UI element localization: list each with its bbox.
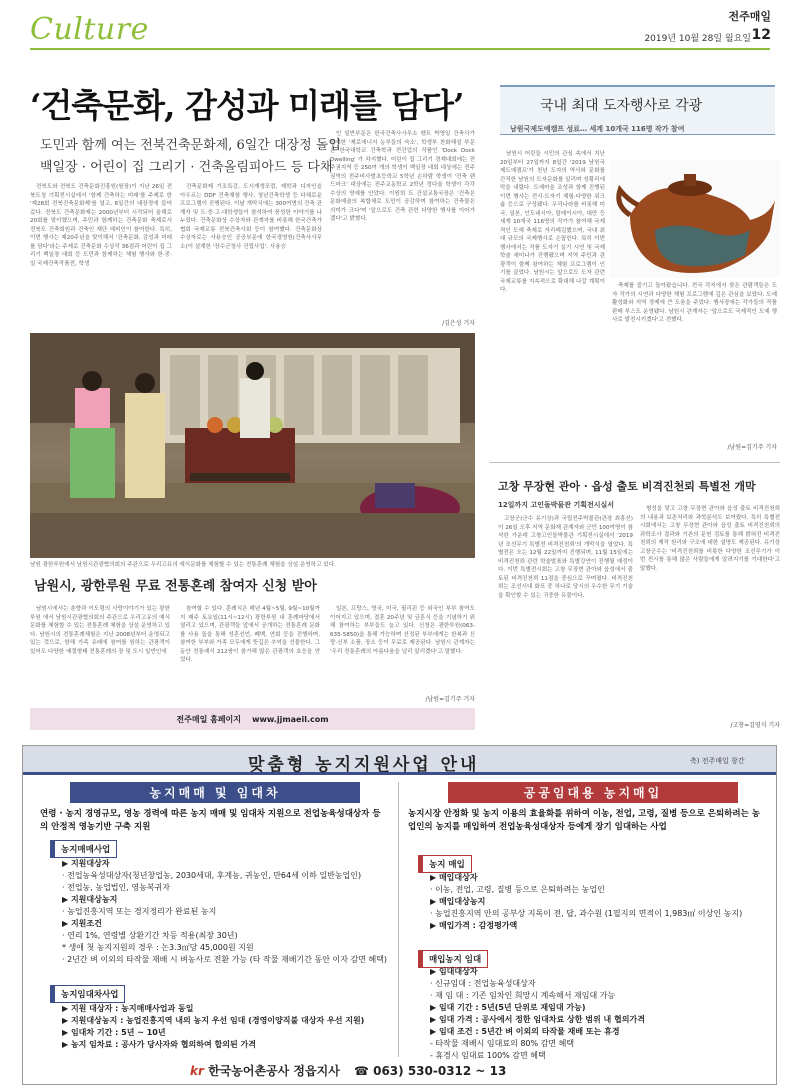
- list-item: ▶ 농지 임차료 : 공사가 당사자와 협의하여 합의된 가격: [62, 1040, 256, 1049]
- lead-subhead-1: 도민과 함께 여는 전북건축문화제, 6일간 대장정 돌입: [40, 138, 341, 153]
- story3-title: 고창 무장현 관아 · 읍성 출토 비격진천뢰 특별전 개막: [498, 480, 756, 493]
- ad-right-box2-label: 매입농지 임대: [418, 950, 488, 968]
- lead-column-3: 인 일반부문은 한국건축사사무소 펜트 박영일 건축사가 설계한 '제로에너지 농부들의 숙소', 학생부 찬화해설 부문은 한국대학교 건축학과 전건업의 작품인 'Dock Dock Dwelling' 가 차지했다. 어린이 집 그리기 경제대회에는 전주권지역 등 250여 개의 학생이 백일장 대회 대상에는 전주권역의 전주비사벌초등학교 5학년 손하람 학생이 '건축 랜드마크' 대상에는 전주교동학교 2학년 정다울 학생이 각각 수상의 영예를 안았다. 이원희 도 건설교통국장은 '건축은 문화예술의 복합체로 도민이 공감하며 참여하는 건축물은 의미가 크다'며 '앞으로도 건축 관련 다양한 행사를 이어가겠다'고 밝혔다.: [330, 131, 475, 222]
- list-item: ▶ 임대 기간 : 5년(5년 단위로 재임대 가능): [430, 1003, 586, 1012]
- list-item: · 이농, 전업, 고령, 질병 등으로 은퇴하려는 농업인: [430, 885, 605, 894]
- teapot-photo: [610, 160, 780, 278]
- pottery-subtitle: 남원국제도예캠프 성료… 세계 10개국 116명 작가 참여: [510, 125, 685, 133]
- story2-title: 남원시, 광한루원 무료 전통혼례 참여자 신청 받아: [34, 579, 317, 594]
- pottery-title: 국내 최대 도자행사로 각광: [540, 98, 703, 114]
- lead-subhead-2: 백일장 · 어린이 집 그리기 · 건축올림피아드 등 다채: [40, 160, 333, 175]
- ad-footer-phone[interactable]: ☎ 063) 530-0312 ~ 13: [353, 1064, 507, 1078]
- section-title: Culture: [30, 12, 149, 47]
- paper-name: 전주매일: [728, 10, 771, 23]
- ad-left-box1-list: [62, 858, 392, 966]
- ad-left-box2-list: [62, 1003, 392, 1051]
- list-item: · 전업농육성대상자(청년창업농, 2030세대, 후계농, 귀농인, 만64세 이하 일반농업인): [62, 871, 362, 880]
- story2-column-1: 남원시에서는 춘향과 이도령의 사랑이야기가 있는 광한루원 에서 남원시관광협의회의 주관으로 우리고유의 예식문화를 체험할 수 있는 전통혼례 체험을 상설 운영하고 있다. 남원시의 전통혼례체험은 지난 2008년부터 운영되고 있는 것으로, 항해 가족 유래에 참여를 원하는 관광객이 있어도 다양한 예절형태 전통혼례의 장 및 도시 일반인에: [30, 606, 170, 655]
- pottery-column-2: 축제를 즐기고 돌아왔습니다. 전국 각지에서 찾은 관람객들은 도자 작가의 시연과 다양한 체험 프로그램에 깊은 관심을 보였다. 도예 활성화와 지역 경제에 큰 도움을 주었다. 행사장에는 작가들의 작품 판매 부스도 운영됐다. 남원시 관계자는 '앞으로도 국제적인 도예 행사로 발전시키겠다'고 전했다.: [612, 283, 777, 323]
- wedding-ceremony-photo: [30, 333, 475, 558]
- pottery-byline: /남원=김기주 기자: [727, 444, 777, 451]
- ad-right-box2-list: [430, 966, 770, 1062]
- list-item: ▶ 임대대상자: [430, 967, 478, 976]
- ad-footer-org: 한국농어촌공사 정읍지사: [208, 1064, 340, 1078]
- ad-left-intro: 연령 · 농지 경영규모, 영농 경력에 따른 농지 매매 및 임대차 지원으로 전업농육성대상자 등의 안정적 영농기반 구축 지원: [40, 809, 381, 832]
- ad-right-box1-list: [430, 872, 770, 932]
- photo-caption: 남원 광한루원에서 남원시관광협의회의 주관으로 우리고유의 예식문화를 체험할 수 있는 전통혼례 체험을 상설 운영하고 있다.: [30, 562, 336, 568]
- lead-column-1: 전북도와 전북도 건축문화진흥원(원장)이 지난 26일 전북도청 기획전시실에서 '함께 건축하는 미래'를 주제로 한 '제28회 전북건축문화제'를 열고, 6일간의 대장정에 들어갔다. 전북도 건축문화제는 2000년부터 시작되어 올해로 20회를 맞이했으며, 주민과 함께하는 건축문화 축제로서 전북도 건축회원과 건축인 재단 예비인이 참여한다. 특히, 이번 행사는 제20주년을 맞이해서 '건축문화, 감성과 미래를 담다'라는 주제로 건축문화 수상작 36점과 어린이 집 그리기 백일장 대회 등 도민과 함께하는 체험 행사와 한·중·일 국제건축작품전, 학생: [30, 184, 172, 267]
- lead-column-2: 건축문화제 기조특강, 도시재생포럼, 제학과 디자인을 아우르는 DDF 건축체험 행사, 청년건축학생 등 다채로운 프로그램이 진행된다. 이날 개막식에는 300여명의 건축 관계자 및 도·중·고·대학생들이 참석하여 풍성한 이야기를 나누었다. 건축문화상 수상자와 관계자를 비롯해 한국건축가협회 국제교류 전북건축사회 등이 참여했다. 건축문화상 수상자로는 사용승인 공공부문에 한국경영원(건축사사무소)이 설계한 '장수군청사 건립사업', 사용승: [180, 184, 322, 250]
- ad-right-box1-label: 농지 매입: [418, 855, 472, 873]
- section-divider: [490, 462, 780, 463]
- homepage-banner-text: 전주매일 홈페이지 www.jjmaeil.com: [176, 714, 329, 724]
- story2-byline: /남원=김기주 기자: [425, 696, 475, 703]
- story3-column-2: 형성을 맞고 고창 무장현 관아와 읍성 출토 비격진천뢰의 내용과 보존처리와 과학분석도 보여줬다. 특히 특별전시회에서는 고창 무장현 관아와 읍성 출토 비격진천뢰의 과학조사 결과와 기존의 문헌 검토를 통해 밝혀진 비격진천뢰의 제작 원리와 구조에 대한 설명도 제공된다. 유기상 고창군수는 '비격진천뢰를 비롯한 다양한 조선무기가 이번 전시를 통해 많은 사람들에게 알려지기를 기대한다'고 말했다.: [640, 506, 780, 572]
- list-item: ▶ 임대 조건 : 5년간 벼 이외의 타작물 재배 또는 휴경: [430, 1027, 620, 1036]
- list-item: - 타작물 재배시 임대료의 80% 감면 혜택: [430, 1039, 575, 1048]
- list-item: · 전업농, 농업법인, 영농복귀자: [62, 883, 170, 892]
- ad-right-header: 공공임대용 농지매입: [448, 782, 738, 803]
- ad-sponsor: 축) 전주매일 창간: [690, 757, 745, 765]
- kr-logo-icon: kr: [190, 1064, 204, 1078]
- pottery-column-1: 남원시 어린들 시민의 관심 속에서 지난 20일부터 27일까지 8일간 '2019 남원국제도예캠프'가 천년 도자의 역사와 문화를 간직한 남원의 도자문화를 알리며 성황리에 막을 내렸다. 도예마을 조성과 함께 진행된 이번 행사는 전시·도자기 체험·다양한 워크숍 등으로 구성됐다. 우리나라를 비롯해 미국, 일본, 인도네시아, 말레이시아, 대만 등 세계 10개국 116명의 작가가 참여해 국제적인 도예 축제로 자리매김했으며, 국내 최대 규모의 국제행사로 손꼽힌다. 특히 이번 행사에서는 작품 도자기 실기 시연 및 국제학술 세미나가 진행됐으며 지역 주민과 관광객이 함께 참여하는 체험 프로그램이 인기를 끌었다. 남원시는 앞으로도 도자 관련 국제교류를 지속적으로 확대해 나갈 계획이다.: [500, 151, 605, 293]
- list-item: ▶ 지원대상자: [62, 859, 110, 868]
- list-item: ▶ 임대차 기간 : 5년 ~ 10년: [62, 1028, 166, 1037]
- story3-subtitle: 12일까지 고인돌박물관 기획전시실서: [498, 501, 615, 509]
- list-item: ▶ 매입대상농지: [430, 897, 486, 906]
- page-number: 12: [751, 27, 771, 43]
- ad-title: 맞춤형 농지지원사업 안내: [248, 755, 480, 775]
- list-item: ▶ 지원조건: [62, 919, 102, 928]
- list-item: ▶ 매입가격 : 감정평가액: [430, 921, 518, 930]
- lead-byline: /김은성 기자: [442, 320, 475, 327]
- ad-divider: [398, 782, 399, 1057]
- ad-footer: [190, 1062, 506, 1079]
- list-item: · 2년간 벼 이외의 타작물 재배 시 벼농사로 전환 가능 (타 작물 재배기간 동안 이자 감면 혜택): [62, 955, 388, 964]
- list-item: * 생애 첫 농지지원의 경우 : 논3.3㎡당 45,000원 지원: [62, 943, 254, 952]
- ad-left-header: 농지매매 및 임대차: [70, 782, 360, 803]
- story2-column-3: 일본, 프랑스, 영국, 미국, 필리핀 등 외국인 부부 참여도 이어지고 있으며, 결혼 20주년 및 금혼식 등을 기념하기 위해 참여하는 부부들도 늘고 있다. 신청은 광한루원(063-635-5850)을 통해 가능하며 선정된 부부에게는 한복과 신랑·신부 소품, 장소 등이 무료로 제공된다. 남원시 관계자는 '우리 전통혼례의 아름다움을 널리 알리겠다'고 말했다.: [330, 606, 475, 655]
- list-item: · 농업진흥지역 안의 공부상 지목이 전, 답, 과수원 (1필지의 면적이 1,983㎡ 이상인 농지): [430, 909, 743, 918]
- list-item: ▶ 지원대상농지 : 농업진흥지역 내의 농지 우선 임대 (경영이양직불 대상자 우선 지원): [62, 1016, 365, 1025]
- wedding-photo-illustration: [30, 333, 475, 558]
- story3-column-1: 고창군(군수 유기상)과 국립전주박물관(관장 최흥선)이 26일 오후 지역 문화재 관계자와 군민 100여명이 참석한 가운데 고창고인돌박물관 기획전시실에서 '2019년 조선무기 특별전 비격진천뢰'의 개막식을 열었다. 특별전은 오는 12월 22일까지 진행되며, 11월 15일에는 비격진천뢰 관련 학술발표와 특별강연이 진행될 예정이다. 이번 특별전시회는 고창 무장현 관아와 읍성에서 출토된 비격진천뢰 11점을 중심으로 꾸며졌다. 비격진천뢰는 조선시대 화포 중 하나로 당시의 우수한 무기 기술을 확인할 수 있는 귀중한 유물이다.: [498, 516, 633, 599]
- list-item: ▶ 지원대상농지: [62, 895, 118, 904]
- list-item: · 연리 1%, 연령별 상환기간 차등 적용(최장 30년): [62, 931, 238, 940]
- ad-right-intro: 농지시장 안정화 및 농지 이용의 효율화를 위하여 이농, 전업, 고령, 질병 등으로 은퇴하려는 농업인의 농지를 매입하여 전업농육성대상자 등에게 장기 임대하는 사업: [408, 809, 760, 832]
- header-rule: [30, 48, 770, 50]
- list-item: · 농업진흥지역 또는 경지정리가 완료된 농지: [62, 907, 217, 916]
- list-item: - 휴경시 임대료 100% 감면 혜택: [430, 1051, 546, 1060]
- ad-left-box2-label: 농지임대차사업: [50, 985, 125, 1003]
- story2-column-2: 참여할 수 있다. 혼례식은 매년 4월~5월, 9월~10월까지 매주 토요일(11시~12시) 광한루원 내 혼례마당에서 열리고 있으며, 관광객들 앞에서 공개하는 전통혼례 문화를 사용 돕을 통해 성혼선언, 폐백, 연회 등을 진행하며, 참여한 부부와 가족 모두에게 뜻깊은 추억을 선물한다. 그동안 전통예식 212쌍이 참가해 많은 관광객의 호응을 얻었다.: [180, 606, 320, 663]
- story3-byline: /고창=김영식 기자: [730, 722, 780, 729]
- teapot-illustration: [610, 160, 780, 278]
- list-item: ▶ 임대 가격 : 공사에서 정한 임대차료 상한 범위 내 협의가격: [430, 1015, 645, 1024]
- list-item: · 재 임 대 : 기존 임차인 희망시 계속해서 재임대 가능: [430, 991, 616, 1000]
- homepage-banner[interactable]: [30, 708, 475, 730]
- issue-date: 2019년 10월 28일 월요일: [644, 34, 751, 44]
- ad-left-box1-label: 농지매매사업: [50, 840, 117, 858]
- lead-headline: ‘건축문화, 감성과 미래를 담다’: [30, 86, 464, 125]
- list-item: ▶ 매입대상자: [430, 873, 478, 882]
- list-item: ▶ 지원 대상자 : 농지매매사업과 동일: [62, 1004, 194, 1013]
- list-item: · 신규임대 : 전업농육성대상자: [430, 979, 536, 988]
